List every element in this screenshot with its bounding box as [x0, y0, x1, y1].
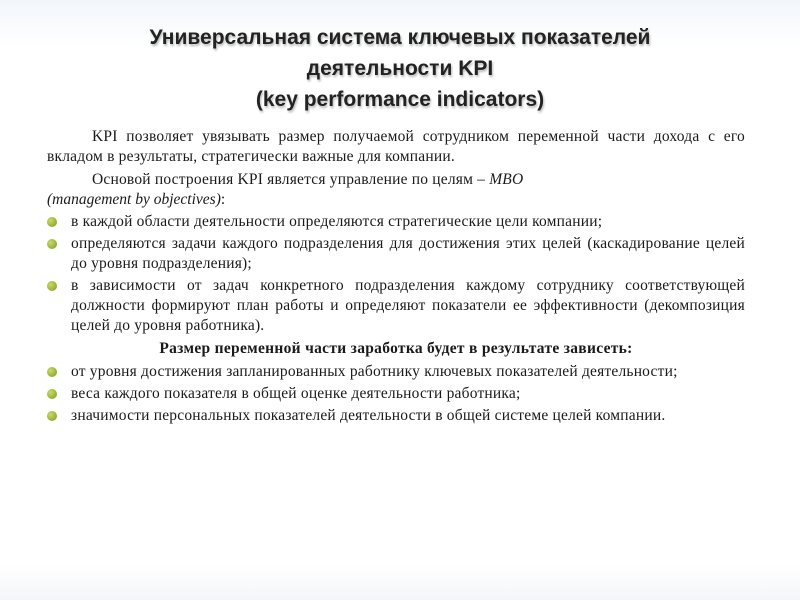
list-item-text: в зависимости от задач конкретного подразделения каждому сотруднику соответствующей должности формируют план работы и определяют показатели ее эффективности (декомпозиция целей до уровня работника). — [71, 277, 745, 334]
list-item — [47, 276, 745, 336]
goals-list — [47, 212, 745, 336]
title-line-3: (key performance indicators) — [255, 88, 545, 111]
list-item — [47, 384, 745, 404]
list-item-text: значимости персональных показателей деятельности в общей системе целей компании. — [71, 407, 666, 424]
list-item — [47, 234, 745, 274]
list-item — [47, 406, 745, 426]
mbo-full: (management by objectives) — [47, 191, 221, 208]
bullet-dot-icon — [47, 281, 57, 291]
mbo-prefix: Основой построения KPI является управление по целям – — [92, 171, 490, 188]
factors-list — [47, 362, 745, 426]
mbo-suffix: : — [220, 191, 226, 208]
subheading: Размер переменной части заработка будет в результате зависеть: — [159, 340, 633, 357]
list-item-text: определяются задачи каждого подразделения для достижения этих целей (каскадирование целей до уровня подразделения); — [71, 235, 745, 272]
bottom-decoration — [0, 564, 800, 600]
list-item-text: веса каждого показателя в общей оценке деятельности работника; — [71, 385, 521, 402]
bullet-dot-icon — [47, 239, 57, 249]
bullet-dot-icon — [47, 367, 57, 377]
bullet-dot-icon — [47, 389, 57, 399]
slide-body — [47, 127, 745, 428]
slide-title — [40, 22, 760, 115]
bullet-dot-icon — [47, 411, 57, 421]
list-item — [47, 362, 745, 382]
bullet-dot-icon — [47, 217, 57, 227]
intro-paragraph: KPI позволяет увязывать размер получаемой сотрудником переменной части дохода с его вкладом в результаты, стратегически важные для компании. — [47, 128, 745, 165]
list-item-text: в каждой области деятельности определяются стратегические цели компании; — [71, 213, 603, 230]
title-line-2: деятельности KPI — [306, 57, 494, 80]
title-line-1: Универсальная система ключевых показателей — [149, 26, 651, 49]
mbo-definition — [47, 190, 745, 210]
mbo-paragraph — [47, 170, 745, 190]
list-item — [47, 212, 745, 232]
list-item-text: от уровня достижения запланированных работнику ключевых показателей деятельности; — [71, 363, 678, 380]
mbo-abbr: MBO — [489, 171, 524, 188]
